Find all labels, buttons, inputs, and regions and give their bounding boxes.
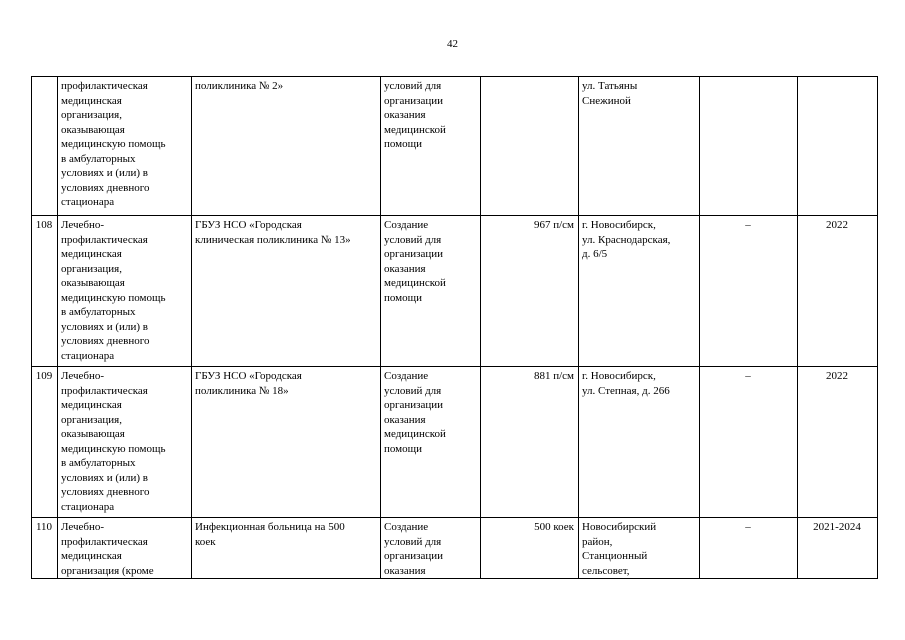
capacity-cell: 500 коек — [481, 518, 579, 579]
purpose-cell: условий для организации оказания медицинской помощи — [381, 77, 481, 216]
extra-cell: – — [700, 367, 798, 518]
extra-cell — [700, 77, 798, 216]
page-number: 42 — [447, 38, 458, 50]
facility-type-cell: Лечебно- профилактическая медицинская организация (кроме — [58, 518, 192, 579]
row-number-cell: 109 — [32, 367, 58, 518]
purpose-cell: Создание условий для организации оказания медицинской помощи — [381, 216, 481, 367]
year-cell: 2022 — [798, 216, 878, 367]
capacity-cell: 881 п/см — [481, 367, 579, 518]
purpose-cell: Создание условий для организации оказания медицинской помощи — [381, 367, 481, 518]
table-row — [32, 77, 878, 216]
facility-type-cell: Лечебно- профилактическая медицинская организация, оказывающая медицинскую помощь в амбулаторных условиях и (или) в условиях дневного стационара — [58, 367, 192, 518]
facility-type-cell: профилактическая медицинская организация, оказывающая медицинскую помощь в амбулаторных условиях и (или) в условиях дневного стационара — [58, 77, 192, 216]
row-number-cell: 110 — [32, 518, 58, 579]
facility-name-cell: ГБУЗ НСО «Городская поликлиника № 18» — [192, 367, 381, 518]
facility-type-cell: Лечебно- профилактическая медицинская организация, оказывающая медицинскую помощь в амбулаторных условиях и (или) в условиях дневного стационара — [58, 216, 192, 367]
row-number-cell: 108 — [32, 216, 58, 367]
address-cell: Новосибирский район, Станционный сельсовет, — [579, 518, 700, 579]
facilities-table — [31, 76, 878, 579]
table-row — [32, 367, 878, 518]
table-row — [32, 518, 878, 579]
facility-name-cell: ГБУЗ НСО «Городская клиническая поликлиника № 13» — [192, 216, 381, 367]
year-cell: 2021-2024 — [798, 518, 878, 579]
capacity-cell — [481, 77, 579, 216]
capacity-cell: 967 п/см — [481, 216, 579, 367]
year-cell — [798, 77, 878, 216]
purpose-cell: Создание условий для организации оказания — [381, 518, 481, 579]
address-cell: г. Новосибирск, ул. Степная, д. 266 — [579, 367, 700, 518]
facility-name-cell: Инфекционная больница на 500 коек — [192, 518, 381, 579]
address-cell: г. Новосибирск, ул. Краснодарская, д. 6/5 — [579, 216, 700, 367]
facility-name-cell: поликлиника № 2» — [192, 77, 381, 216]
table-row — [32, 216, 878, 367]
year-cell: 2022 — [798, 367, 878, 518]
row-number-cell — [32, 77, 58, 216]
extra-cell: – — [700, 518, 798, 579]
extra-cell: – — [700, 216, 798, 367]
address-cell: ул. Татьяны Снежиной — [579, 77, 700, 216]
